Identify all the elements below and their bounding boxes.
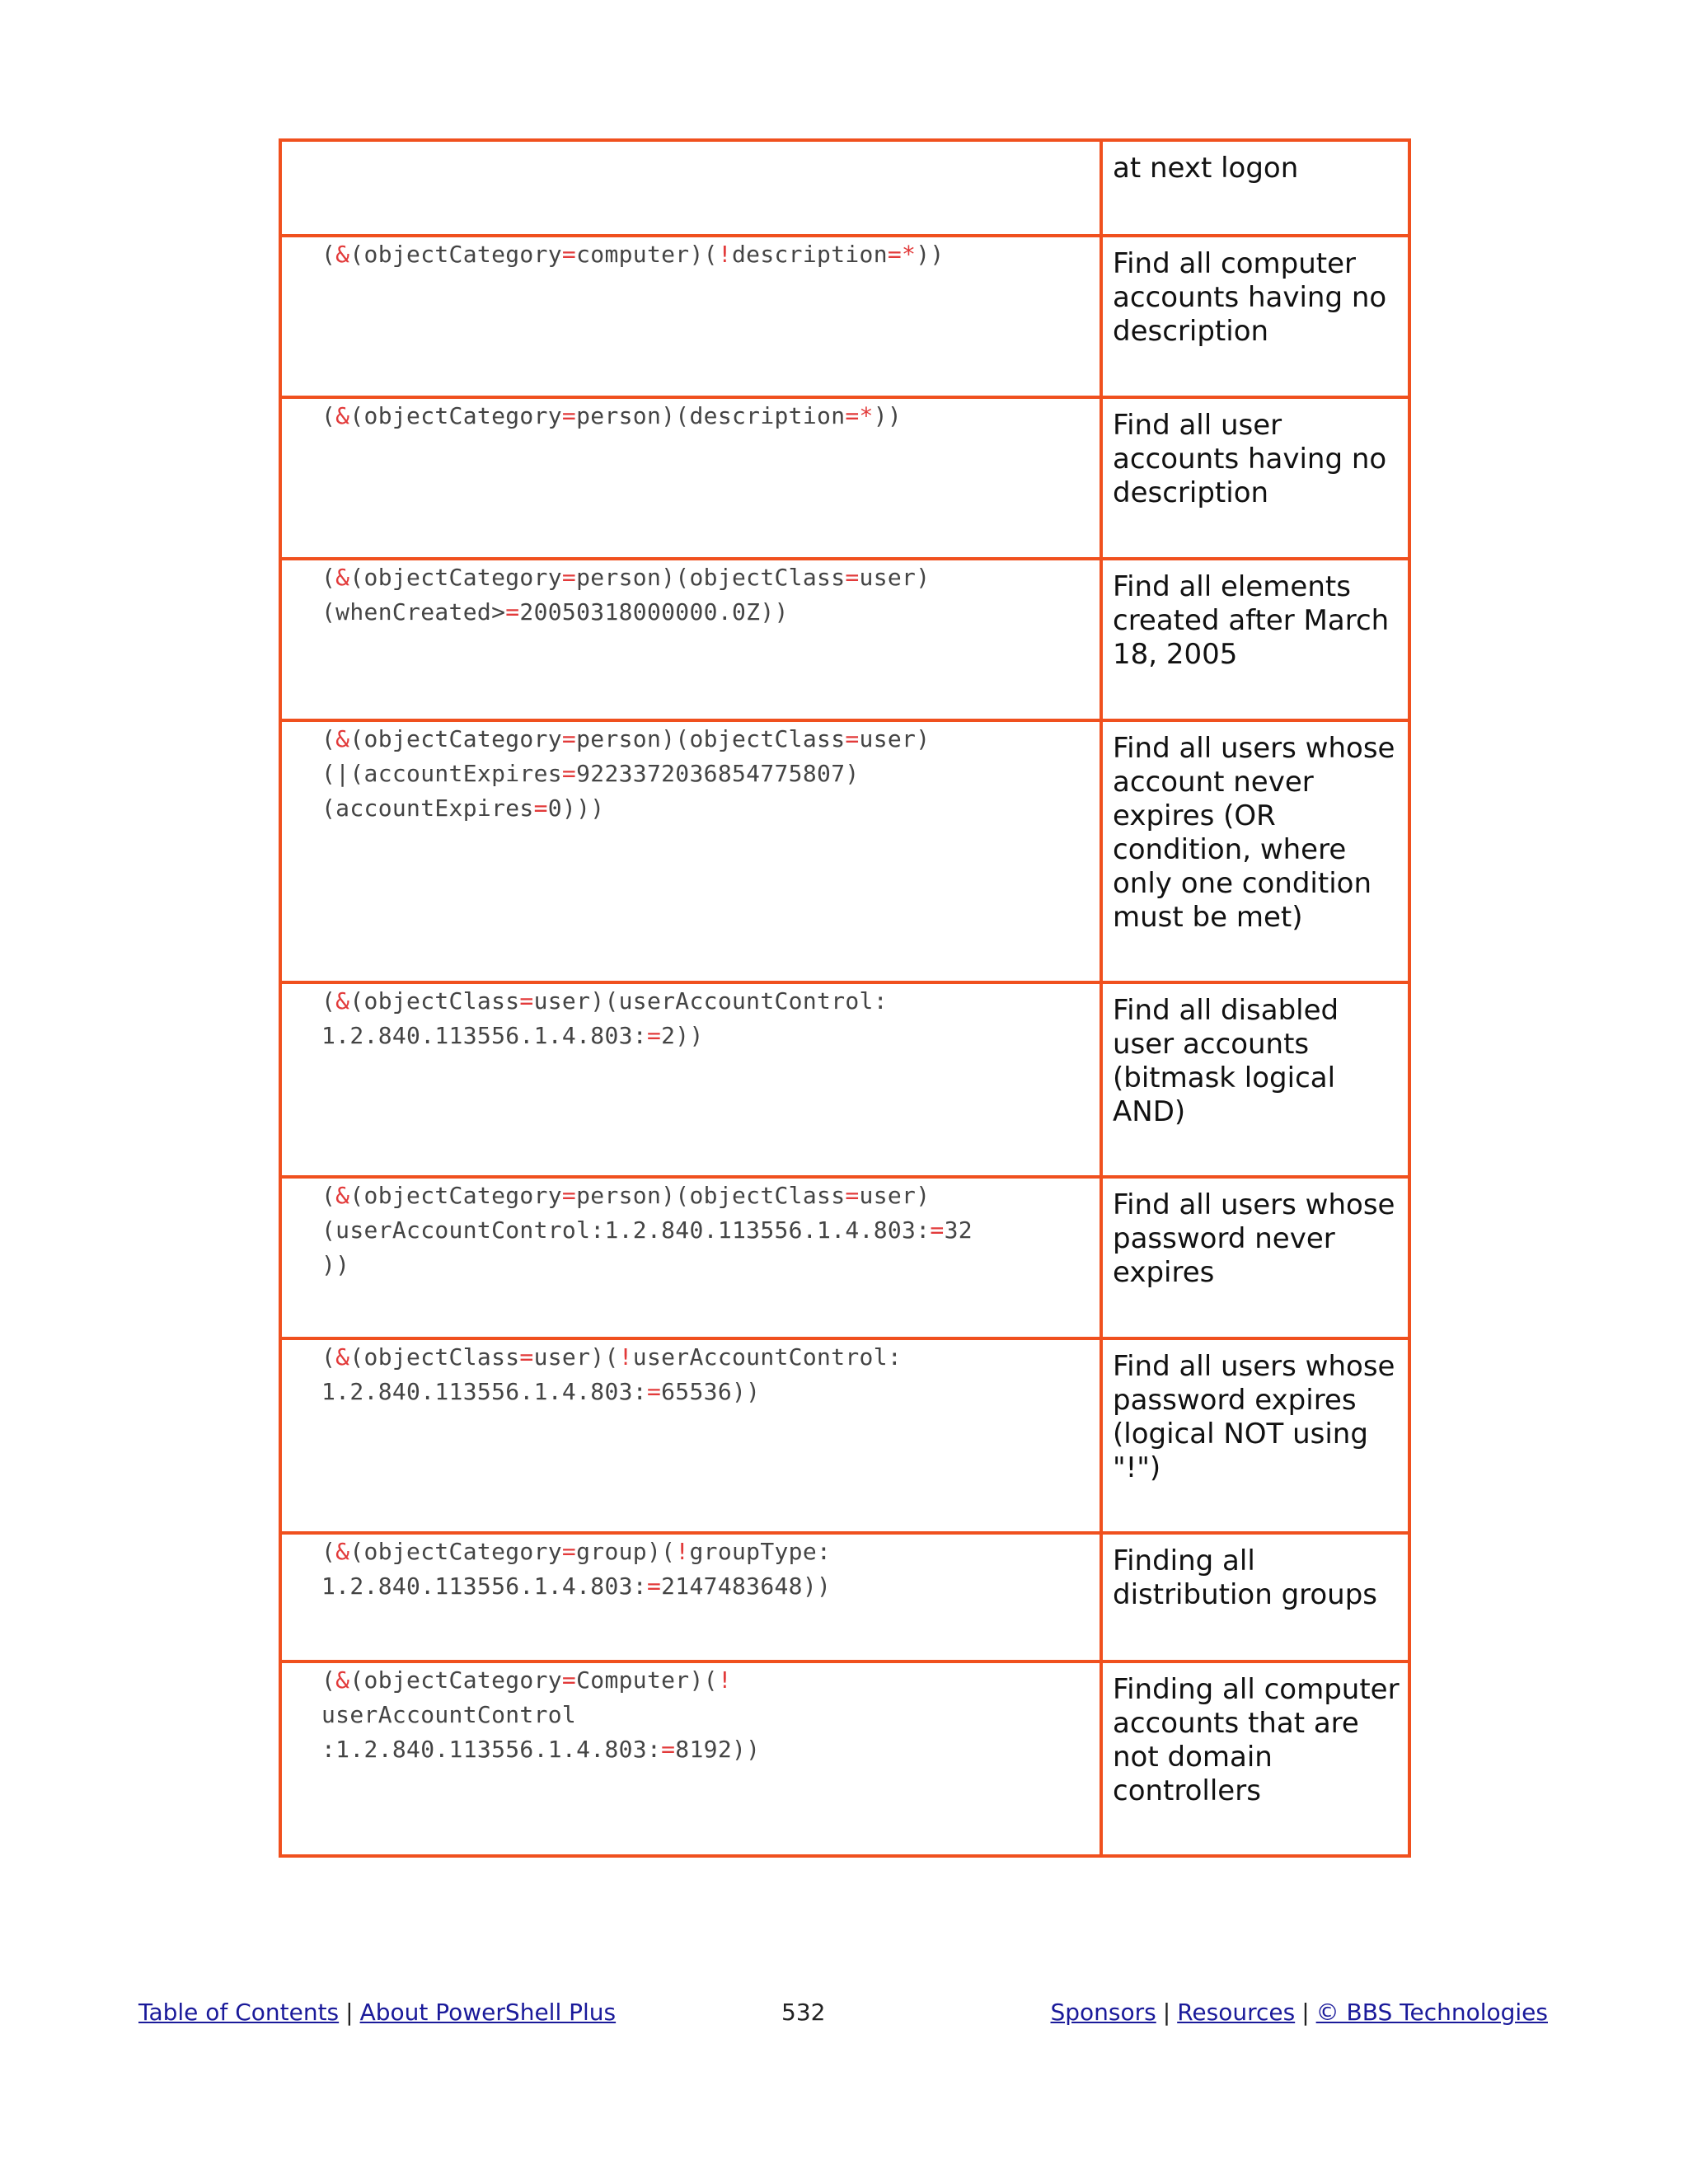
ldap-operator: = (561, 725, 577, 752)
query-cell (280, 236, 1101, 397)
table-row (280, 236, 1409, 397)
ldap-operator: * (859, 402, 874, 429)
query-cell (280, 140, 1101, 236)
table-row (280, 559, 1409, 720)
ldap-query: (&(objectCategory=person)(description=*)) (321, 402, 903, 429)
footer-left-links (138, 1999, 616, 2026)
query-description: Finding all distribution groups (1113, 1544, 1378, 1611)
ldap-operator: ! (675, 1538, 690, 1565)
description-cell (1101, 1533, 1409, 1661)
table-row (280, 1533, 1409, 1661)
query-cell (280, 1177, 1101, 1338)
ldap-operator: & (335, 1343, 350, 1371)
ldap-operator: = (561, 760, 577, 787)
ldap-filter-table (279, 138, 1411, 1858)
ldap-operator: & (335, 1538, 350, 1565)
description-cell (1101, 1338, 1409, 1533)
query-cell (280, 397, 1101, 559)
ldap-operator: & (335, 1182, 350, 1209)
footer-separator: | (345, 1999, 354, 2026)
ldap-operator: = (519, 1343, 534, 1371)
ldap-operator: = (845, 564, 860, 591)
ldap-operator: & (335, 1666, 350, 1694)
query-cell (280, 559, 1101, 720)
sponsors-link[interactable]: Sponsors (1050, 1999, 1156, 2026)
ldap-operator: * (902, 241, 917, 268)
query-cell (280, 1661, 1101, 1856)
ldap-operator: = (845, 725, 860, 752)
ldap-operator: = (845, 402, 860, 429)
query-description: at next logon (1113, 152, 1299, 185)
ldap-operator: = (646, 1022, 662, 1049)
query-description: Finding all computer accounts that are not domain controllers (1113, 1673, 1400, 1807)
description-cell (1101, 1177, 1409, 1338)
description-cell (1101, 720, 1409, 982)
ldap-operator: & (335, 987, 350, 1015)
page-number: 532 (781, 1999, 826, 2026)
table-row (280, 397, 1409, 559)
ldap-operator: & (335, 402, 350, 429)
footer-separator: | (1301, 1999, 1310, 2026)
ldap-operator: = (845, 1182, 860, 1209)
table-of-contents-link[interactable]: Table of Contents (138, 1999, 340, 2026)
description-cell (1101, 559, 1409, 720)
page-footer (0, 1999, 1688, 2040)
ldap-query: (&(objectCategory=person)(objectClass=user) (userAccountControl:1.2.840.113556.1.4.803:=32 )) (321, 1182, 973, 1278)
description-cell (1101, 236, 1409, 397)
description-cell (1101, 140, 1409, 236)
table-row (280, 720, 1409, 982)
table-row (280, 140, 1409, 236)
ldap-query: (&(objectCategory=person)(objectClass=user) (|(accountExpires=9223372036854775807) (accountExpires=0))) (321, 725, 931, 822)
description-cell (1101, 397, 1409, 559)
about-powershell-plus-link[interactable]: About PowerShell Plus (359, 1999, 617, 2026)
ldap-operator: = (646, 1378, 662, 1405)
ldap-operator: & (335, 241, 350, 268)
ldap-operator: = (561, 241, 577, 268)
ldap-operator: = (505, 598, 520, 626)
description-cell (1101, 1661, 1409, 1856)
footer-right-links (1051, 1999, 1549, 2026)
query-description: Find all elements created after March 18, 2005 (1113, 570, 1390, 671)
description-cell (1101, 982, 1409, 1177)
ldap-query: (&(objectCategory=group)(!groupType: 1.2.840.113556.1.4.803:=2147483648)) (321, 1538, 832, 1600)
ldap-operator: ! (618, 1343, 633, 1371)
ldap-operator: = (930, 1216, 945, 1244)
ldap-operator: = (887, 241, 903, 268)
ldap-query: (&(objectClass=user)(userAccountControl: 1.2.840.113556.1.4.803:=2)) (321, 987, 888, 1049)
query-description: Find all computer accounts having no description (1113, 247, 1387, 348)
table-row (280, 982, 1409, 1177)
ldap-operator: ! (717, 1666, 732, 1694)
ldap-operator: & (335, 725, 350, 752)
query-description: Find all users whose account never expires (OR condition, where only one condition must be met) (1113, 732, 1395, 934)
ldap-operator: = (519, 987, 534, 1015)
ldap-operator: & (335, 564, 350, 591)
ldap-operator: = (533, 794, 548, 822)
ldap-query: (&(objectCategory=person)(objectClass=user) (whenCreated>=20050318000000.0Z)) (321, 564, 931, 626)
query-cell (280, 1338, 1101, 1533)
ldap-query: (&(objectCategory=computer)(!description=*)) (321, 241, 945, 268)
copyright-link[interactable]: © BBS Technologies (1315, 1999, 1548, 2026)
ldap-operator: = (646, 1572, 662, 1600)
resources-link[interactable]: Resources (1177, 1999, 1296, 2026)
ldap-operator: = (661, 1736, 676, 1763)
query-description: Find all user accounts having no description (1113, 409, 1387, 509)
query-cell (280, 720, 1101, 982)
ldap-operator: = (561, 1538, 577, 1565)
table-row (280, 1177, 1409, 1338)
table-row (280, 1661, 1409, 1856)
ldap-operator: = (561, 402, 577, 429)
ldap-operator: = (561, 1666, 577, 1694)
ldap-query: (&(objectCategory=Computer)(! userAccountControl :1.2.840.113556.1.4.803:=8192)) (321, 1666, 761, 1763)
table-row (280, 1338, 1409, 1533)
ldap-operator: = (561, 564, 577, 591)
ldap-operator: ! (717, 241, 732, 268)
query-cell (280, 1533, 1101, 1661)
query-cell (280, 982, 1101, 1177)
ldap-operator: = (561, 1182, 577, 1209)
query-description: Find all users whose password expires (logical NOT using "!") (1113, 1350, 1395, 1484)
footer-separator: | (1162, 1999, 1171, 2026)
query-description: Find all disabled user accounts (bitmask logical AND) (1113, 994, 1339, 1128)
query-description: Find all users whose password never expires (1113, 1188, 1395, 1289)
ldap-query: (&(objectClass=user)(!userAccountControl: 1.2.840.113556.1.4.803:=65536)) (321, 1343, 903, 1405)
